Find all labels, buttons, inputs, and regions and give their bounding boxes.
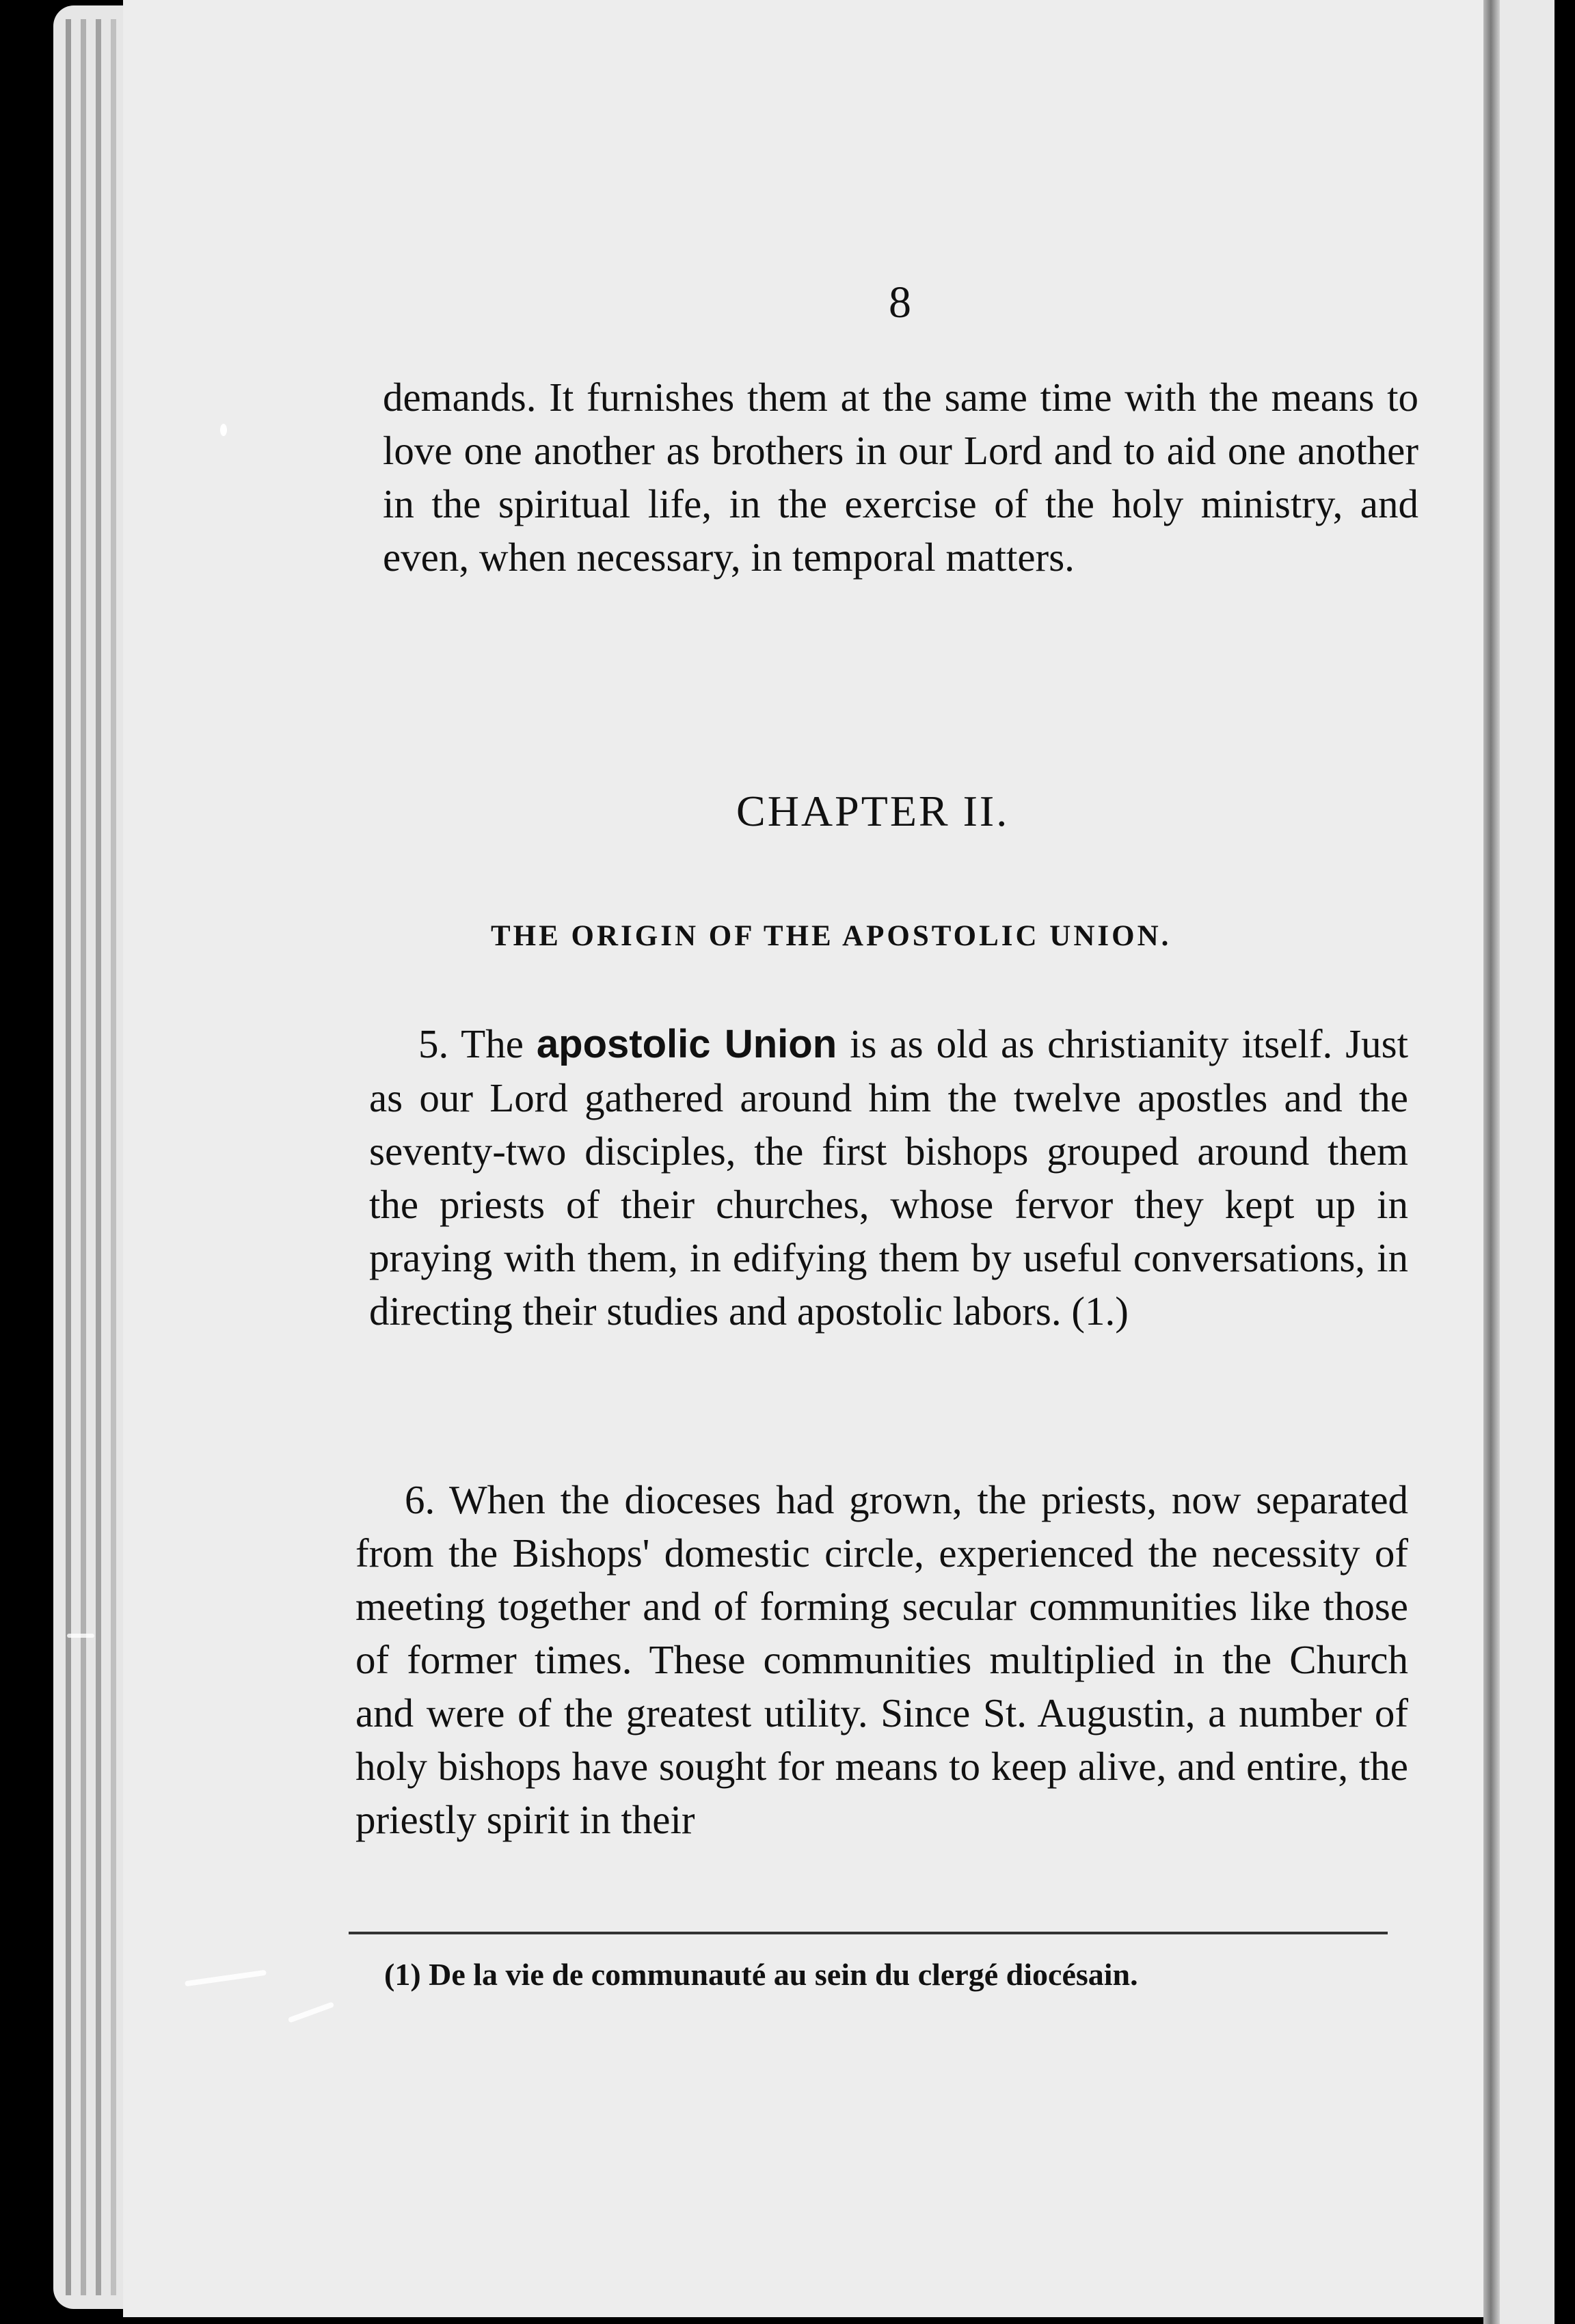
scan-speck <box>220 424 227 436</box>
paragraph-number: 6. <box>405 1477 435 1522</box>
scan-scratch <box>67 1634 94 1638</box>
footnote: (1) De la vie de communauté au sein du clergé diocésain. <box>384 1957 1138 1992</box>
page-gutter <box>1483 0 1500 2324</box>
paragraph-lead: The <box>461 1021 524 1066</box>
paragraph-body <box>369 1017 1408 1338</box>
chapter-subtitle: THE ORIGIN OF THE APOSTOLIC UNION. <box>491 920 1172 952</box>
paragraph-text: is as old as christianity itself. Just as our Lord gathered around him the twelve apostles and the seventy-two disciples, the first bishops grouped around them the priests of their churches, whose fervor they kept up in praying with them, in edifying them by useful conversations, in directing their studies and apostolic labors. (1.) <box>369 1021 1409 1334</box>
paragraph-text: demands. It furnishes them at the same time with the means to love one another as brothers in our Lord and to aid one another in the spiritual life, in the exercise of the holy ministry, and even, when necessary, in temporal matters. <box>383 375 1418 580</box>
paragraph-number: 5. <box>418 1021 449 1066</box>
paragraph-5 <box>369 1017 1408 1338</box>
page-edge <box>96 19 101 2295</box>
paragraph-body <box>355 1473 1408 1846</box>
page-number: 8 <box>889 278 911 327</box>
paragraph-6 <box>355 1473 1408 1846</box>
page-edge <box>81 19 86 2295</box>
emphasis-text: apostolic Union <box>536 1022 837 1066</box>
footnote-divider <box>349 1932 1388 1934</box>
facing-page-edge <box>1500 0 1554 2324</box>
page-edge <box>111 19 116 2295</box>
chapter-heading: CHAPTER II. <box>736 787 1010 835</box>
paragraph-text: When the dioceses had grown, the priests, now separated from the Bishops' domestic circle, experienced the necessity of meeting together and of forming secular communities like those of former times. These communities multiplied in the Church and were of the greatest utility. Since St. Augustin, a number of holy bishops have sought for means to keep alive, and entire, the priestly spirit in their <box>355 1477 1409 1842</box>
page-edge <box>66 19 71 2295</box>
paragraph-continued <box>383 370 1418 584</box>
